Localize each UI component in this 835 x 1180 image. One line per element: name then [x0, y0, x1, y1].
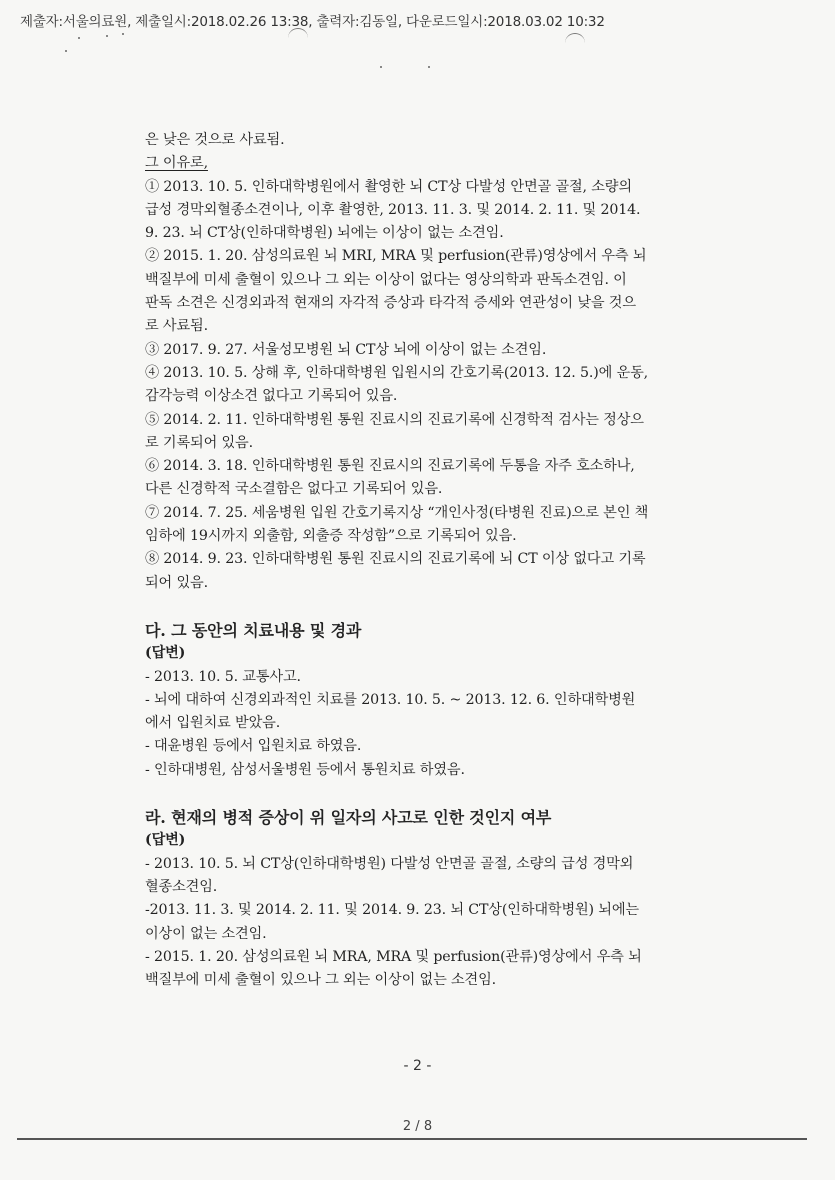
text-line: 에서 입원치료 받았음.	[145, 715, 281, 732]
text-line: 다른 신경학적 국소결함은 없다고 기록되어 있음.	[145, 481, 443, 498]
text-line: ⑤ 2014. 2. 11. 인하대학병원 통원 진료시의 진료기록에 신경학적 검사는 정상으	[145, 411, 644, 428]
scan-speck	[65, 50, 67, 52]
text-line: 백질부에 미세 출혈이 있으나 그 외는 이상이 없는 소견임.	[145, 972, 497, 989]
text-line: 판독 소견은 신경외과적 현재의 자각적 증상과 타각적 증세와 연관성이 낮을 것으	[145, 295, 636, 312]
text-line: - 인하대병원, 삼성서울병원 등에서 통원치료 하였음.	[145, 761, 465, 778]
text-line: ④ 2013. 10. 5. 상해 후, 인하대학병원 입원시의 간호기록(2013. 12. 5.)에 운동,	[145, 364, 649, 381]
text-line: 그 이유로,	[145, 155, 208, 172]
text-line: - 2015. 1. 20. 삼성의료원 뇌 MRA, MRA 및 perfusion(관류)영상에서 우측 뇌	[145, 948, 642, 965]
text-line: - 2013. 10. 5. 뇌 CT상(인하대학병원) 다발성 안면골 골절, 소량의 급성 경막외	[145, 855, 634, 872]
scan-mark	[288, 28, 308, 41]
section-spacer	[145, 595, 715, 619]
text-line: - 2013. 10. 5. 교통사고.	[145, 668, 301, 685]
text-line: ⑧ 2014. 9. 23. 인하대학병원 통원 진료시의 진료기록에 뇌 CT 이상 없다고 기록	[145, 551, 646, 568]
text-line: 되어 있음.	[145, 574, 208, 591]
page-counter: 2 / 8	[402, 1119, 433, 1134]
text-line: ⑦ 2014. 7. 25. 세움병원 입원 간호기록지상 “개인사정(타병원 진료)으로 본인 책	[145, 504, 649, 521]
text-line: - 뇌에 대하여 신경외과적인 치료를 2013. 10. 5. ~ 2013. 12. 6. 인하대학병원	[145, 691, 636, 708]
scan-speck	[428, 66, 430, 68]
text-line: (답변)	[145, 645, 186, 662]
scan-speck	[78, 37, 80, 39]
scan-mark	[565, 33, 585, 46]
footer-rule	[17, 1138, 807, 1140]
section-spacer	[145, 782, 715, 806]
text-line: ② 2015. 1. 20. 삼성의료원 뇌 MRI, MRA 및 perfusion(관류)영상에서 우측 뇌	[145, 248, 647, 265]
text-line: 로 기록되어 있음.	[145, 434, 253, 451]
text-line: 백질부에 미세 출혈이 있으나 그 외는 이상이 없다는 영상의학과 판독소견임. 이	[145, 271, 627, 288]
section-heading: 다. 그 동안의 치료내용 및 경과	[145, 620, 362, 640]
text-line: 은 낮은 것으로 사료됨.	[145, 132, 285, 148]
text-line: (답변)	[145, 832, 186, 849]
scan-speck	[106, 35, 108, 37]
text-line: ③ 2017. 9. 27. 서울성모병원 뇌 CT상 뇌에 이상이 없는 소견임.	[145, 341, 547, 358]
scan-speck	[380, 66, 382, 68]
page-number: - 2 -	[403, 1058, 432, 1074]
section-heading: 라. 현재의 병적 증상이 위 일자의 사고로 인한 것인지 여부	[145, 808, 552, 828]
text-line: - 대윤병원 등에서 입원치료 하였음.	[145, 738, 362, 755]
text-line: 로 사료됨.	[145, 318, 208, 335]
text-line: 9. 23. 뇌 CT상(인하대학병원) 뇌에는 이상이 없는 소견임.	[145, 225, 504, 242]
text-line: ⑥ 2014. 3. 18. 인하대학병원 통원 진료시의 진료기록에 두통을 자주 호소하나,	[145, 458, 635, 475]
submission-metadata: 제출자:서울의료원, 제출일시:2018.02.26 13:38, 출력자:김동일, 다운로드일시:2018.03.02 10:32	[20, 14, 605, 30]
text-line: 이상이 없는 소견임.	[145, 925, 267, 942]
scan-speck	[122, 33, 124, 35]
text-line: 감각능력 이상소견 없다고 기록되어 있음.	[145, 388, 398, 405]
text-line: 급성 경막외혈종소견이나, 이후 촬영한, 2013. 11. 3. 및 2014. 2. 11. 및 2014.	[145, 201, 641, 218]
text-line: ① 2013. 10. 5. 인하대학병원에서 촬영한 뇌 CT상 다발성 안면골 골절, 소량의	[145, 178, 632, 195]
document-body	[145, 129, 715, 992]
text-line: -2013. 11. 3. 및 2014. 2. 11. 및 2014. 9. 23. 뇌 CT상(인하대학병원) 뇌에는	[145, 902, 639, 919]
text-line: 임하에 19시까지 외출함, 외출증 작성함”으로 기록되어 있음.	[145, 528, 517, 545]
text-line: 혈종소견임.	[145, 878, 218, 895]
